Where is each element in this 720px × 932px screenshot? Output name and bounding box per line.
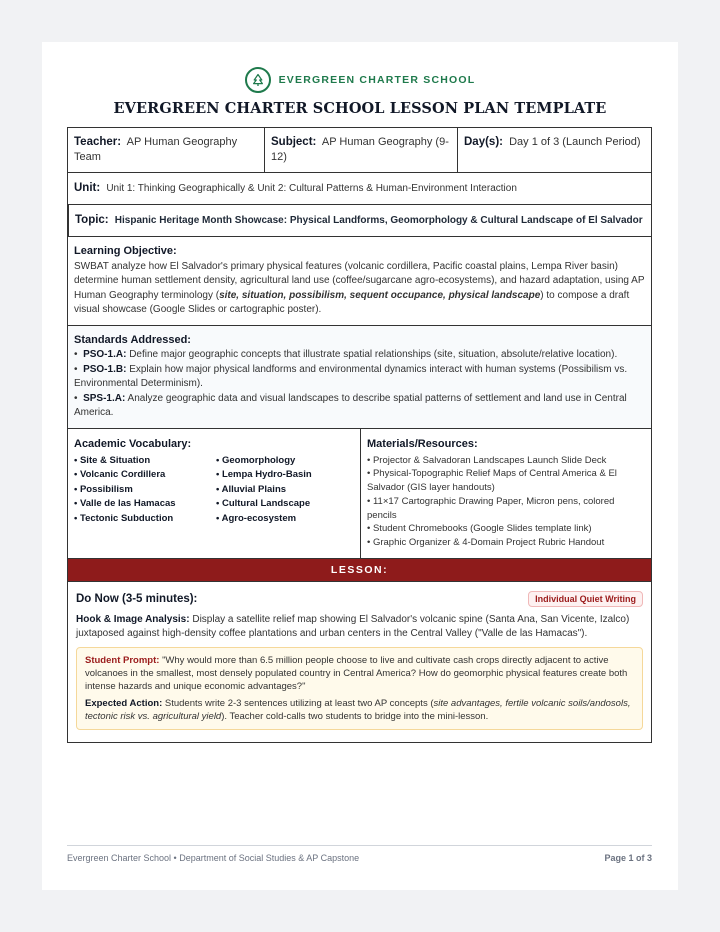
student-prompt-text: "Why would more than 6.5 million people choose to live and cultivate cash crops directly adjacent to active volcanoes in the smallest, most densely populated country in Central America? How do geomorphic physical features create both intense hazards and unique economic advantages?" [85,655,628,693]
standards-section [68,326,651,429]
vocab-materials-row [68,429,651,560]
expected-action [85,697,634,723]
unit-row [68,173,651,205]
objective-label: Learning Objective: [74,245,177,257]
subject-cell [264,128,457,172]
vocabulary-cell [68,429,360,559]
vocab-term: • Cultural Landscape [216,498,311,509]
vocab-term: • Possibilism [74,483,133,495]
subject-value: AP Human Geography (9-12) [271,136,449,163]
standard-code: PSO-1.B: [83,363,127,375]
materials-label: Materials/Resources: [367,437,478,450]
brand-header [42,67,678,93]
vocab-term: • Lempa Hydro-Basin [216,469,312,480]
standard-code: PSO-1.A: [83,349,127,360]
material-item: • Student Chromebooks (Google Slides template link) [367,523,592,535]
topic-value: Hispanic Heritage Month Showcase: Physical Landforms, Geomorphology & Cultural Landscape of El Salvador [114,215,643,226]
lesson-plan-table [67,127,652,743]
document-title: EVERGREEN CHARTER SCHOOL LESSON PLAN TEMPLATE [113,100,607,117]
page-number: Page 1 of 3 [604,853,652,863]
brand-name: EVERGREEN CHARTER SCHOOL [278,74,476,86]
unit-value: Unit 1: Thinking Geographically & Unit 2: Cultural Patterns & Human-Environment Interaction [106,183,517,194]
lesson-bar: LESSON: [68,559,651,582]
standard-text: Analyze geographic data and visual landscapes to describe spatial patterns of settlement and land use in Central America. [74,392,627,418]
objective-terms: site, situation, possibilism, sequent occupance, physical landscape [219,289,541,301]
expected-action-label: Expected Action: [85,697,163,709]
page-footer [67,845,652,863]
vocab-term: • Geomorphology [216,454,296,466]
topic-label: Topic: [75,214,109,226]
days-value: Day 1 of 3 (Launch Period) [509,136,641,148]
days-cell [457,128,651,172]
do-now-section [68,582,651,742]
material-item: • Projector & Salvadoran Landscapes Launch Slide Deck [367,454,607,466]
vocab-term: • Volcanic Cordillera [74,469,166,480]
teacher-label: Teacher: [74,136,122,148]
teacher-cell [68,128,264,172]
material-item: • Physical-Topographic Relief Maps of Central America & El Salvador (GIS layer handouts) [367,468,617,494]
expected-action-terms: site advantages, fertile volcanic soils/andosols, tectonic risk vs. agricultural yield [85,697,631,722]
vocabulary-label: Academic Vocabulary: [74,437,192,450]
expected-action-text-end: ). Teacher cold-calls two students to bridge into the mini-lesson. [221,710,489,722]
topic-row [68,205,651,237]
material-item: • 11×17 Cartographic Drawing Paper, Micron pens, colored pencils [367,495,615,521]
standards-label: Standards Addressed: [74,333,191,346]
vocabulary-list [74,454,354,527]
vocab-term: • Valle de las Hamacas [74,498,176,509]
standard-code: SPS-1.A: [83,392,126,404]
do-now-header [76,591,643,607]
hook-label: Hook & Image Analysis: [76,614,190,626]
header-row [68,128,651,173]
objective-text-start: SWBAT analyze how El Salvador's primary physical features (volcanic cordillera, Pacific coastal plains, Lempa River basin) determine human settlement density, agricultural land use (coffee/sugarcane agro-ecosystems), and hazard adaptation, using AP Human Geography terminology ( [74,260,645,301]
material-item: • Graphic Organizer & 4-Domain Project Rubric Handout [367,537,605,549]
standard-item: • PSO-1.B: Explain how major physical landforms and environmental dynamics interact with human systems (Possibilism vs. Environmental Determinism). [74,363,628,389]
footer-department: Evergreen Charter School • Department of Social Studies & AP Capstone [67,853,360,863]
unit-label: Unit: [74,182,101,194]
objective-text-end: ) to compose a draft visual showcase (Google Slides or cartographic poster). [74,289,630,315]
standard-item: • PSO-1.A: Define major geographic concepts that illustrate spatial relationships (site, situation, absolute/relative location). [74,349,618,360]
do-now-title: Do Now (3-5 minutes): [76,593,198,606]
subject-label: Subject: [271,136,317,148]
hook-paragraph [76,613,643,640]
expected-action-text-start: Students write 2-3 sentences utilizing at least two AP concepts ( [164,697,434,709]
student-prompt-label: Student Prompt: [85,655,160,667]
vocab-term: • Alluvial Plains [216,483,287,495]
materials-cell [360,429,651,559]
standard-text: Define major geographic concepts that illustrate spatial relationships (site, situation, absolute/relative location). [129,349,618,360]
teacher-value: AP Human Geography Team [74,136,238,163]
days-label: Day(s): [464,136,503,148]
document-page [42,42,678,890]
vocab-term: • Site & Situation [74,454,151,466]
standard-item: • SPS-1.A: Analyze geographic data and visual landscapes to describe spatial patterns of settlement and land use in Central America. [74,392,627,418]
vocab-term: • Tectonic Subduction [74,512,174,524]
learning-objective-section [68,237,651,326]
activity-badge: Individual Quiet Writing [528,591,643,607]
student-prompt [85,654,634,694]
student-prompt-box [76,647,643,730]
hook-text: Display a satellite relief map showing El Salvador's volcanic spine (Santa Ana, San Vicente, Izalco) juxtaposed against high-density coffee plantations and urban centers in the Central Valley ("Valle de las Hamacas"). [76,614,630,639]
tree-icon [245,67,271,93]
vocab-term: • Agro-ecosystem [216,512,297,524]
standard-text: Explain how major physical landforms and environmental dynamics interact with human systems (Possibilism vs. Environmental Determinism). [74,363,628,389]
